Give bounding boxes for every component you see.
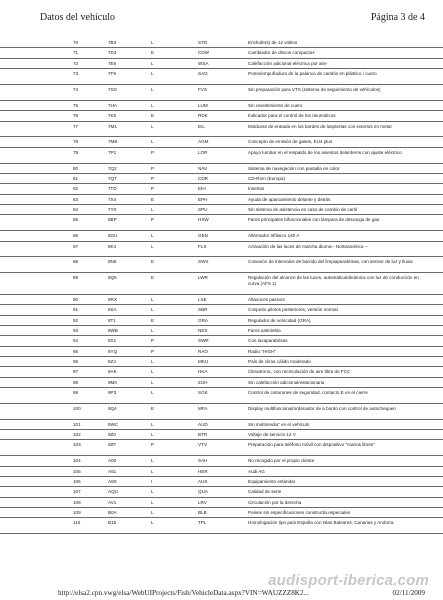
table-row <box>0 498 443 508</box>
table-row <box>0 404 443 420</box>
watermark: audisport-iberica.com <box>268 572 429 589</box>
option-description: Indicador para el control de los neumáticos <box>248 113 336 119</box>
option-flag: P <box>151 338 155 344</box>
option-description: Regulador de velocidad (GRA) <box>248 317 311 323</box>
option-description: Molduras de entrada en los bordes de lasptertas con insertos en metal <box>248 123 392 129</box>
row-number: 89 <box>73 275 79 281</box>
row-number: 109 <box>73 510 81 516</box>
option-description: Faros principales bifuncionales con lámpara de descarga de gas <box>248 217 380 223</box>
option-description: Activación de las luces de marcha diurna-- Norteamérica -- <box>248 243 368 249</box>
option-description: Sin preparación para VTS (sistema de seguimiento de vehículos) <box>248 86 381 92</box>
option-code: 8T1 <box>108 317 116 323</box>
option-flag: L <box>151 307 154 313</box>
table-row <box>0 174 443 184</box>
option-abbreviation: NES <box>198 327 208 333</box>
option-flag: L <box>151 489 154 495</box>
option-flag: L <box>151 71 154 77</box>
option-abbreviation: SGK <box>198 389 208 395</box>
option-abbreviation: AUS <box>198 479 208 484</box>
table-row <box>0 215 443 231</box>
option-abbreviation: SWS <box>198 259 209 265</box>
option-flag: L <box>151 296 154 302</box>
table-row <box>0 388 443 404</box>
row-number: 98 <box>73 379 79 385</box>
option-flag: E <box>151 405 155 411</box>
table-row <box>0 487 443 497</box>
option-code: 7D3 <box>108 50 117 56</box>
row-number: 90 <box>73 296 79 302</box>
option-flag: L <box>151 139 154 145</box>
table-row <box>0 347 443 357</box>
option-description: Sin multimedia" en el vehículo <box>248 421 310 427</box>
table-row <box>0 357 443 367</box>
option-code: 7TD <box>108 186 117 192</box>
option-code: A8S <box>108 479 117 484</box>
option-code: 9P3 <box>108 389 117 395</box>
table-row <box>0 122 443 138</box>
row-number: 78 <box>73 139 79 145</box>
page-indicator: Página 3 de 4 <box>370 12 425 23</box>
table-row <box>0 467 443 477</box>
option-code: 7G0 <box>108 86 117 92</box>
option-abbreviation: RAO <box>198 348 208 354</box>
option-flag: L <box>151 243 154 249</box>
option-description: Altavoces pasivos <box>248 296 285 302</box>
row-number: 92 <box>73 317 79 323</box>
table-row <box>0 85 443 101</box>
option-abbreviation: WSA <box>198 60 209 66</box>
option-description: Sin calefacción adicional/estacionaria <box>248 379 325 385</box>
option-description: Insertos <box>248 186 265 192</box>
table-row <box>0 378 443 388</box>
option-abbreviation: RDK <box>198 113 208 119</box>
option-description: Sistema de navegación con pantalla en color <box>248 165 340 171</box>
option-abbreviation: EIL <box>198 123 205 129</box>
option-code: 7QT <box>108 175 117 181</box>
table-row <box>0 508 443 518</box>
option-description: Radio "HIGH" <box>248 348 277 354</box>
option-code: 8K4 <box>108 243 117 249</box>
option-abbreviation: ZUH <box>198 379 208 385</box>
option-code: 8BP <box>108 217 117 223</box>
option-description: Conjunto pilotos posteriores, versión normal <box>248 307 338 313</box>
option-code: 8SA <box>108 307 117 313</box>
option-description: Control de cinturones de seguridad, contacto E en el cierre <box>248 389 368 395</box>
option-code: B0A <box>108 510 117 516</box>
option-code: 8Z4 <box>108 358 116 364</box>
row-number: 110 <box>73 520 81 526</box>
table-row <box>0 195 443 205</box>
table-row <box>0 336 443 346</box>
option-abbreviation: BLB <box>198 510 207 516</box>
option-code: 7Y0 <box>108 207 117 212</box>
option-code: 7HA <box>108 102 117 108</box>
option-abbreviation: CDR <box>198 175 208 181</box>
row-number: 76 <box>73 113 79 119</box>
option-code: 7E6 <box>108 60 117 66</box>
row-number: 91 <box>73 307 79 313</box>
option-description: Pomo/empuñadura de la palanca de cambio en plástico / cuero <box>248 71 377 77</box>
row-number: 107 <box>73 489 81 495</box>
option-flag: P <box>151 175 155 181</box>
option-flag: L <box>151 499 154 505</box>
option-abbreviation: GEN <box>198 233 208 239</box>
option-flag: P <box>151 165 155 171</box>
option-flag: E <box>151 196 155 202</box>
option-abbreviation: AGM <box>198 139 209 145</box>
option-abbreviation: AUD <box>198 421 208 427</box>
table-row <box>0 518 443 534</box>
table-row <box>0 48 443 58</box>
option-description: Calidad de serie <box>248 489 282 495</box>
option-abbreviation: HER <box>198 468 208 474</box>
row-number: 84 <box>73 207 79 212</box>
row-number: 70 <box>73 40 79 45</box>
option-code: 8RX <box>108 296 117 302</box>
option-abbreviation: MKU <box>198 358 209 364</box>
option-abbreviation: LRV <box>198 499 207 505</box>
option-abbreviation: LOR <box>198 149 208 155</box>
option-description: Con lavaparabrisas <box>248 338 288 344</box>
option-description: Apoyo lumbar en el respaldo de los asientos delanteros con ajuste eléctrico <box>248 149 402 155</box>
option-flag: P <box>151 348 155 354</box>
row-number: 103 <box>73 442 81 448</box>
table-row <box>0 456 443 466</box>
option-flag: E <box>151 113 155 119</box>
option-description: Audi AG <box>248 468 265 474</box>
row-number: 95 <box>73 348 79 354</box>
row-number: 108 <box>73 499 81 505</box>
table-row <box>0 367 443 377</box>
row-number: 72 <box>73 60 79 66</box>
table-row <box>0 430 443 440</box>
option-flag: L <box>151 520 154 526</box>
option-flag: L <box>151 60 154 66</box>
row-number: 83 <box>73 196 79 202</box>
row-number: 99 <box>73 389 79 395</box>
option-code: 8Q5 <box>108 275 117 281</box>
option-flag: L <box>151 207 154 212</box>
row-number: 77 <box>73 123 79 129</box>
row-number: 97 <box>73 369 79 375</box>
option-flag: L <box>151 369 154 375</box>
table-row <box>0 164 443 174</box>
option-description: Voltaje de servicio 12 V <box>248 432 296 438</box>
option-flag: E <box>151 317 155 323</box>
option-flag: E <box>151 259 155 265</box>
row-number: 73 <box>73 71 79 77</box>
option-abbreviation: TPL <box>198 520 207 526</box>
option-code: 9Z0 <box>108 432 116 438</box>
option-flag: L <box>151 233 154 239</box>
option-flag: L <box>151 458 154 464</box>
row-number: 74 <box>73 86 79 92</box>
option-abbreviation: FLS <box>198 243 207 249</box>
option-flag: L <box>151 40 154 45</box>
option-description: Circulación por la derecha <box>248 499 302 505</box>
table-row <box>0 101 443 111</box>
option-abbreviation: LSE <box>198 296 207 302</box>
table-row <box>0 111 443 121</box>
footer-date: 02/11/2009 <box>392 589 425 597</box>
row-number: 94 <box>73 338 79 344</box>
option-description: Concepto de emisión de gases, EU4 plus <box>248 139 333 145</box>
option-abbreviation: SAH <box>198 458 208 464</box>
row-number: 106 <box>73 479 81 484</box>
option-flag: E <box>151 275 155 281</box>
option-flag: E <box>151 50 155 56</box>
row-number: 80 <box>73 165 79 171</box>
option-description: Cambiador de discos compactos <box>248 50 315 56</box>
option-flag: L <box>151 102 154 108</box>
option-description: Regulación del alcance de las luces, automática/dinámica con luz de conducción en curva (AFS 1) <box>248 275 419 286</box>
option-abbreviation: SPU <box>198 207 208 212</box>
row-number: 86 <box>73 233 79 239</box>
option-code: 8WB <box>108 327 118 333</box>
option-abbreviation: GRA <box>198 317 208 323</box>
document-title: Datos del vehículo <box>40 12 115 23</box>
row-number: 71 <box>73 50 79 56</box>
option-flag: L <box>151 510 154 516</box>
option-flag: L <box>151 432 154 438</box>
option-abbreviation: EPH <box>198 196 208 202</box>
option-description: CD-Rom (Europa) <box>248 175 286 181</box>
table-row <box>0 205 443 215</box>
option-flag: I <box>151 479 153 484</box>
row-number: 102 <box>73 432 81 438</box>
table-row <box>0 316 443 326</box>
option-description: Ayuda de aparcamiento delante y detrás <box>248 196 331 202</box>
option-abbreviation: LWR <box>198 275 208 281</box>
option-flag: L <box>151 468 154 474</box>
table-row <box>0 59 443 69</box>
option-code: B15 <box>108 520 117 526</box>
row-number: 93 <box>73 327 79 333</box>
option-description: Sin revestimiento de cuero <box>248 102 303 108</box>
option-abbreviation: EIH <box>198 186 206 192</box>
option-flag: P <box>151 149 155 155</box>
option-abbreviation: VTV <box>198 442 207 448</box>
option-code: 9M0 <box>108 379 117 385</box>
table-row <box>0 440 443 456</box>
option-abbreviation: STD <box>198 40 208 45</box>
row-number: 75 <box>73 102 79 108</box>
option-flag: L <box>151 327 154 333</box>
option-code: 9Q4 <box>108 405 117 411</box>
option-description: Países sin especificaciones constructiv.especiales <box>248 510 351 516</box>
option-flag: L <box>151 358 154 364</box>
row-number: 82 <box>73 186 79 192</box>
table-row <box>0 231 443 241</box>
table-row <box>0 477 443 487</box>
option-code: 7F9 <box>108 71 116 77</box>
table-row <box>0 148 443 164</box>
row-number: 100 <box>73 405 81 411</box>
row-number: 105 <box>73 468 81 474</box>
option-flag: P <box>151 442 155 448</box>
option-code: A51 <box>108 468 117 474</box>
option-flag: L <box>151 389 154 395</box>
option-code: 7K6 <box>108 113 117 119</box>
option-abbreviation: NAV <box>198 165 208 171</box>
option-code: 8GU <box>108 233 118 239</box>
option-code: 9AK <box>108 369 117 375</box>
row-number: 88 <box>73 259 79 265</box>
row-number: 85 <box>73 217 79 223</box>
option-description: Sin sistema de asistencia en caso de cambio de carril <box>248 207 358 212</box>
option-description: Calefacción adicional eléctrica por aire <box>248 60 327 66</box>
option-abbreviation: HKA <box>198 369 208 375</box>
option-description: País de clima cálido moderado <box>248 358 311 364</box>
option-abbreviation: BTR <box>198 432 208 438</box>
option-description: Climatronic, con recirculación de aire libre de FCC <box>248 369 351 375</box>
table-row <box>0 273 443 295</box>
table-row <box>0 295 443 305</box>
option-code: 7Q2 <box>108 165 117 171</box>
option-description: Alternador trifásico 140 A <box>248 233 300 239</box>
row-number: 96 <box>73 358 79 364</box>
option-code: 9ZF <box>108 442 117 448</box>
row-number: 81 <box>73 175 79 181</box>
option-abbreviation: CDW <box>198 50 209 56</box>
row-number: 101 <box>73 421 81 427</box>
option-code: 7B3 <box>108 40 117 45</box>
row-number: 104 <box>73 458 81 464</box>
table-row <box>0 137 443 147</box>
option-abbreviation: LUM <box>198 102 208 108</box>
table-row <box>0 420 443 430</box>
option-code: 8YQ <box>108 348 118 354</box>
table-row <box>0 305 443 315</box>
option-code: AQU <box>108 489 118 495</box>
option-flag: L <box>151 379 154 385</box>
option-abbreviation: SWR <box>198 338 209 344</box>
option-description: Conexión de intervalos de barrido del limpiaparabrisas, con sensor de luz y lluvia <box>248 259 413 265</box>
footer-url: http://elsa2.cpn.vwg/elsa/WebUIProjects/Fish/VehicleData.aspx?VIN=WAUZZZ8K2... <box>58 589 309 597</box>
option-flag: P <box>151 186 155 192</box>
option-code: 7M1 <box>108 123 117 129</box>
option-code: 9WC <box>108 421 119 427</box>
option-abbreviation: SBR <box>198 307 208 313</box>
option-abbreviation: SAG <box>198 71 208 77</box>
option-code: 8X1 <box>108 338 117 344</box>
table-row <box>0 257 443 273</box>
option-code: AV1 <box>108 499 117 505</box>
vehicle-equipment-table <box>0 38 443 534</box>
option-description: No recogido por el propio cliente <box>248 458 315 464</box>
option-description: Preparación para teléfono móvil con dispositivo "manos libres" <box>248 442 375 448</box>
option-abbreviation: FVS <box>198 86 207 92</box>
option-abbreviation: MFA <box>198 405 208 411</box>
option-flag: L <box>151 86 154 92</box>
row-number: 87 <box>73 243 79 249</box>
option-abbreviation: HSW <box>198 217 209 223</box>
table-row <box>0 38 443 48</box>
option-description: Enchufe(s) de 12 voltios <box>248 40 298 45</box>
table-row <box>0 184 443 194</box>
option-description: Homologación tipo país España con Islas Baleares, Canarias y Andorra <box>248 520 394 526</box>
option-description: Display multifuncional/ordenador de a bordo con control de autochequeo <box>248 405 396 411</box>
option-description: Equipamiento estándar <box>248 479 296 484</box>
option-abbreviation: QUA <box>198 489 208 495</box>
option-description: Faros antiniebla <box>248 327 281 333</box>
option-code: 7MB <box>108 139 118 145</box>
option-code: A00 <box>108 458 117 464</box>
option-code: 8N6 <box>108 259 117 265</box>
option-code: 7X4 <box>108 196 117 202</box>
table-row <box>0 69 443 85</box>
option-flag: P <box>151 217 155 223</box>
table-row <box>0 242 443 258</box>
option-code: 7P1 <box>108 149 117 155</box>
option-flag: L <box>151 123 154 129</box>
row-number: 79 <box>73 149 79 155</box>
table-row <box>0 326 443 336</box>
option-flag: L <box>151 421 154 427</box>
